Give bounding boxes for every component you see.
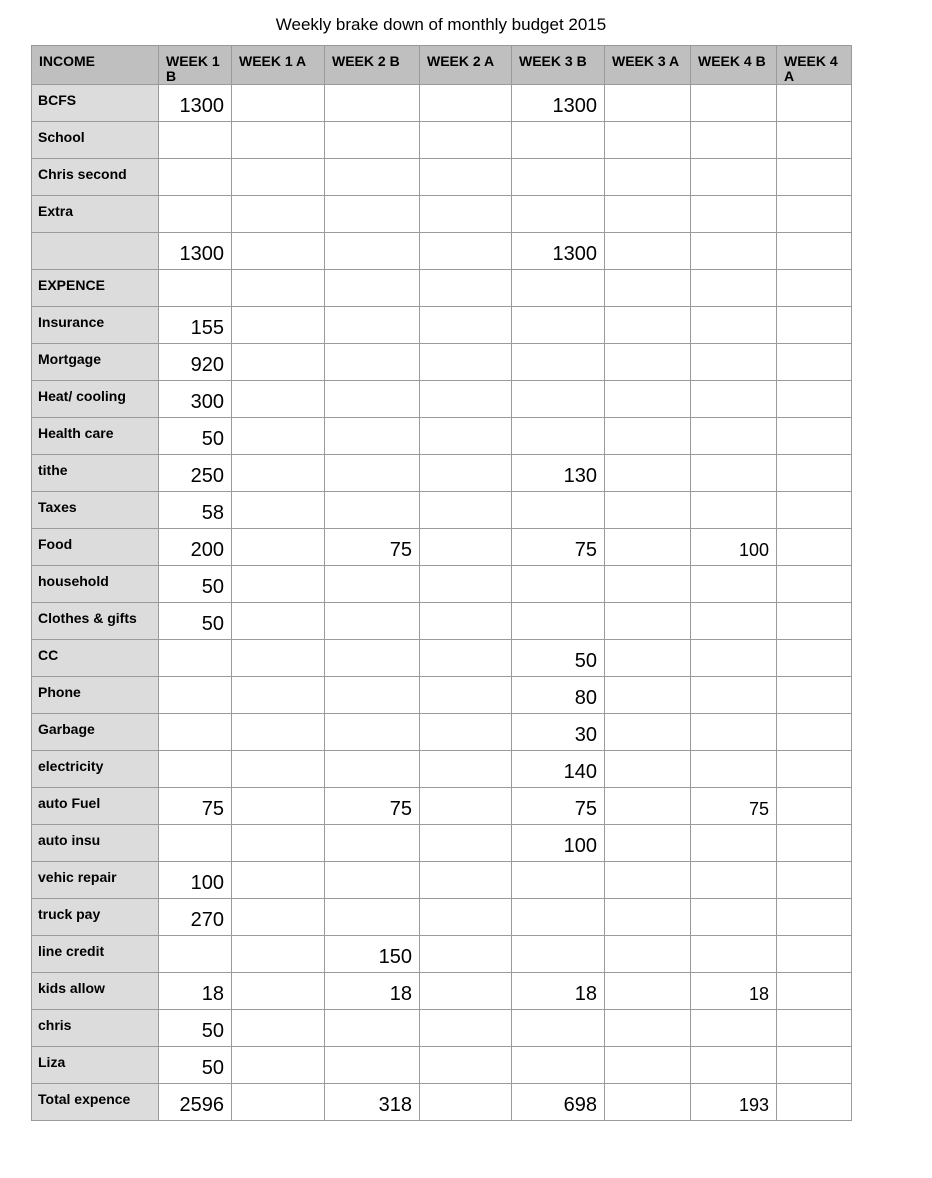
value-cell xyxy=(420,825,512,862)
value-cell xyxy=(232,899,325,936)
value-cell xyxy=(232,455,325,492)
value-cell xyxy=(605,418,691,455)
row-label: Taxes xyxy=(32,492,159,529)
value-cell xyxy=(420,122,512,159)
row-label: household xyxy=(32,566,159,603)
value-cell xyxy=(232,344,325,381)
value-cell xyxy=(605,751,691,788)
value-cell xyxy=(325,899,420,936)
value-cell xyxy=(512,418,605,455)
value-cell xyxy=(777,603,852,640)
value-cell xyxy=(159,122,232,159)
value-cell: 18 xyxy=(159,973,232,1010)
table-row xyxy=(32,270,852,307)
value-cell xyxy=(232,418,325,455)
value-cell xyxy=(159,159,232,196)
value-cell: 75 xyxy=(512,529,605,566)
value-cell xyxy=(325,344,420,381)
value-cell xyxy=(605,196,691,233)
value-cell xyxy=(691,233,777,270)
value-cell xyxy=(420,344,512,381)
row-label: truck pay xyxy=(32,899,159,936)
value-cell xyxy=(777,529,852,566)
table-row xyxy=(32,1047,852,1084)
value-cell xyxy=(777,1084,852,1121)
row-label: Food xyxy=(32,529,159,566)
value-cell xyxy=(605,344,691,381)
value-cell xyxy=(605,862,691,899)
value-cell xyxy=(420,270,512,307)
table-row xyxy=(32,899,852,936)
table-row xyxy=(32,825,852,862)
value-cell xyxy=(232,788,325,825)
table-row xyxy=(32,603,852,640)
value-cell xyxy=(605,1084,691,1121)
row-label xyxy=(32,233,159,270)
value-cell xyxy=(325,381,420,418)
column-header: WEEK 3 A xyxy=(605,46,691,85)
value-cell xyxy=(605,455,691,492)
value-cell xyxy=(512,344,605,381)
table-row xyxy=(32,936,852,973)
value-cell xyxy=(325,1010,420,1047)
row-label: BCFS xyxy=(32,85,159,122)
value-cell xyxy=(777,788,852,825)
value-cell xyxy=(232,677,325,714)
table-row xyxy=(32,381,852,418)
value-cell xyxy=(420,677,512,714)
row-label: Insurance xyxy=(32,307,159,344)
value-cell xyxy=(777,270,852,307)
value-cell xyxy=(325,862,420,899)
value-cell xyxy=(605,1047,691,1084)
value-cell xyxy=(159,714,232,751)
row-label: Clothes & gifts xyxy=(32,603,159,640)
row-label: auto insu xyxy=(32,825,159,862)
value-cell xyxy=(420,714,512,751)
value-cell: 50 xyxy=(159,418,232,455)
value-cell xyxy=(232,566,325,603)
value-cell xyxy=(691,1010,777,1047)
row-label: Garbage xyxy=(32,714,159,751)
value-cell xyxy=(777,899,852,936)
value-cell xyxy=(777,825,852,862)
value-cell: 1300 xyxy=(159,85,232,122)
value-cell xyxy=(420,159,512,196)
value-cell: 155 xyxy=(159,307,232,344)
value-cell: 75 xyxy=(325,529,420,566)
row-label: tithe xyxy=(32,455,159,492)
value-cell xyxy=(159,270,232,307)
value-cell xyxy=(512,492,605,529)
value-cell xyxy=(691,566,777,603)
value-cell: 18 xyxy=(325,973,420,1010)
table-row xyxy=(32,1084,852,1121)
value-cell xyxy=(777,381,852,418)
value-cell xyxy=(777,233,852,270)
column-header: WEEK 4 B xyxy=(691,46,777,85)
value-cell xyxy=(512,381,605,418)
value-cell xyxy=(512,196,605,233)
value-cell xyxy=(605,603,691,640)
column-header: WEEK 2 B xyxy=(325,46,420,85)
value-cell xyxy=(512,122,605,159)
row-label: Extra xyxy=(32,196,159,233)
value-cell xyxy=(777,122,852,159)
value-cell xyxy=(420,85,512,122)
table-row xyxy=(32,677,852,714)
table-row xyxy=(32,344,852,381)
table-row xyxy=(32,751,852,788)
value-cell xyxy=(420,529,512,566)
value-cell xyxy=(691,344,777,381)
value-cell xyxy=(420,1047,512,1084)
value-cell xyxy=(777,566,852,603)
value-cell xyxy=(420,936,512,973)
value-cell xyxy=(605,159,691,196)
row-label: chris xyxy=(32,1010,159,1047)
value-cell: 2596 xyxy=(159,1084,232,1121)
value-cell xyxy=(232,1084,325,1121)
value-cell xyxy=(325,677,420,714)
value-cell xyxy=(777,973,852,1010)
value-cell xyxy=(605,677,691,714)
table-row xyxy=(32,159,852,196)
value-cell xyxy=(777,492,852,529)
value-cell xyxy=(691,714,777,751)
value-cell xyxy=(512,566,605,603)
column-header: INCOME xyxy=(32,46,159,85)
value-cell xyxy=(777,418,852,455)
value-cell xyxy=(691,159,777,196)
column-header: WEEK 1 B xyxy=(159,46,232,85)
value-cell xyxy=(691,122,777,159)
value-cell xyxy=(777,159,852,196)
table-row xyxy=(32,973,852,1010)
value-cell xyxy=(325,603,420,640)
value-cell: 270 xyxy=(159,899,232,936)
value-cell xyxy=(420,862,512,899)
value-cell xyxy=(325,307,420,344)
value-cell xyxy=(325,196,420,233)
value-cell xyxy=(325,492,420,529)
value-cell xyxy=(691,196,777,233)
value-cell xyxy=(232,307,325,344)
value-cell xyxy=(691,677,777,714)
value-cell xyxy=(691,270,777,307)
value-cell xyxy=(777,1047,852,1084)
table-row xyxy=(32,418,852,455)
value-cell xyxy=(325,122,420,159)
value-cell xyxy=(691,640,777,677)
value-cell xyxy=(605,233,691,270)
value-cell xyxy=(691,1047,777,1084)
value-cell: 50 xyxy=(159,566,232,603)
value-cell xyxy=(159,196,232,233)
value-cell xyxy=(232,825,325,862)
value-cell xyxy=(512,603,605,640)
value-cell xyxy=(420,788,512,825)
value-cell xyxy=(232,936,325,973)
value-cell xyxy=(691,307,777,344)
value-cell xyxy=(777,862,852,899)
table-row xyxy=(32,862,852,899)
value-cell xyxy=(232,640,325,677)
value-cell: 150 xyxy=(325,936,420,973)
value-cell xyxy=(605,1010,691,1047)
value-cell xyxy=(420,1084,512,1121)
value-cell xyxy=(777,936,852,973)
value-cell xyxy=(512,1047,605,1084)
value-cell xyxy=(605,973,691,1010)
value-cell: 140 xyxy=(512,751,605,788)
value-cell xyxy=(325,640,420,677)
value-cell xyxy=(605,122,691,159)
value-cell xyxy=(232,159,325,196)
value-cell: 100 xyxy=(159,862,232,899)
value-cell: 75 xyxy=(691,788,777,825)
value-cell xyxy=(325,1047,420,1084)
row-label: line credit xyxy=(32,936,159,973)
value-cell xyxy=(325,85,420,122)
value-cell xyxy=(777,85,852,122)
value-cell xyxy=(159,751,232,788)
value-cell: 193 xyxy=(691,1084,777,1121)
value-cell xyxy=(691,492,777,529)
table-row xyxy=(32,307,852,344)
value-cell xyxy=(232,381,325,418)
value-cell: 50 xyxy=(159,1010,232,1047)
value-cell: 300 xyxy=(159,381,232,418)
value-cell xyxy=(777,751,852,788)
value-cell xyxy=(512,270,605,307)
row-label: Total expence xyxy=(32,1084,159,1121)
value-cell: 30 xyxy=(512,714,605,751)
table-row xyxy=(32,455,852,492)
value-cell xyxy=(232,862,325,899)
value-cell xyxy=(691,751,777,788)
table-row xyxy=(32,714,852,751)
value-cell xyxy=(232,973,325,1010)
value-cell xyxy=(420,1010,512,1047)
value-cell: 698 xyxy=(512,1084,605,1121)
value-cell xyxy=(325,270,420,307)
row-label: vehic repair xyxy=(32,862,159,899)
value-cell xyxy=(159,936,232,973)
value-cell xyxy=(232,714,325,751)
value-cell xyxy=(325,159,420,196)
value-cell xyxy=(420,566,512,603)
value-cell xyxy=(605,270,691,307)
budget-table xyxy=(31,45,852,1121)
value-cell xyxy=(159,825,232,862)
value-cell xyxy=(691,381,777,418)
value-cell xyxy=(232,603,325,640)
value-cell xyxy=(512,159,605,196)
row-label: Phone xyxy=(32,677,159,714)
value-cell xyxy=(420,492,512,529)
value-cell xyxy=(605,936,691,973)
value-cell xyxy=(691,899,777,936)
value-cell xyxy=(420,603,512,640)
value-cell xyxy=(232,1047,325,1084)
value-cell: 318 xyxy=(325,1084,420,1121)
row-label: kids allow xyxy=(32,973,159,1010)
value-cell xyxy=(605,640,691,677)
value-cell xyxy=(777,677,852,714)
column-header: WEEK 1 A xyxy=(232,46,325,85)
column-header: WEEK 2 A xyxy=(420,46,512,85)
row-label: School xyxy=(32,122,159,159)
row-label: CC xyxy=(32,640,159,677)
value-cell xyxy=(512,862,605,899)
value-cell xyxy=(232,233,325,270)
value-cell xyxy=(420,233,512,270)
value-cell xyxy=(691,85,777,122)
value-cell xyxy=(325,751,420,788)
table-row xyxy=(32,566,852,603)
value-cell xyxy=(325,233,420,270)
value-cell xyxy=(777,307,852,344)
value-cell xyxy=(325,714,420,751)
value-cell xyxy=(159,677,232,714)
value-cell: 1300 xyxy=(512,233,605,270)
value-cell xyxy=(420,751,512,788)
value-cell: 50 xyxy=(159,603,232,640)
value-cell xyxy=(777,1010,852,1047)
value-cell xyxy=(605,529,691,566)
value-cell xyxy=(232,122,325,159)
value-cell xyxy=(325,825,420,862)
value-cell: 100 xyxy=(691,529,777,566)
value-cell xyxy=(420,381,512,418)
header-row xyxy=(32,46,852,85)
value-cell: 58 xyxy=(159,492,232,529)
value-cell: 50 xyxy=(159,1047,232,1084)
value-cell xyxy=(605,899,691,936)
value-cell: 920 xyxy=(159,344,232,381)
value-cell: 1300 xyxy=(159,233,232,270)
value-cell xyxy=(512,1010,605,1047)
value-cell xyxy=(605,492,691,529)
value-cell: 18 xyxy=(691,973,777,1010)
document-title: Weekly brake down of monthly budget 2015 xyxy=(275,15,607,34)
row-label: auto Fuel xyxy=(32,788,159,825)
value-cell: 75 xyxy=(325,788,420,825)
value-cell xyxy=(325,455,420,492)
value-cell: 75 xyxy=(512,788,605,825)
value-cell xyxy=(512,936,605,973)
value-cell xyxy=(232,85,325,122)
value-cell: 130 xyxy=(512,455,605,492)
value-cell xyxy=(232,196,325,233)
row-label: Heat/ cooling xyxy=(32,381,159,418)
value-cell: 100 xyxy=(512,825,605,862)
table-row xyxy=(32,788,852,825)
value-cell xyxy=(232,751,325,788)
value-cell xyxy=(605,381,691,418)
table-row xyxy=(32,196,852,233)
table-row xyxy=(32,529,852,566)
column-header: WEEK 4 A xyxy=(777,46,852,85)
value-cell xyxy=(420,899,512,936)
value-cell xyxy=(420,640,512,677)
row-label: Liza xyxy=(32,1047,159,1084)
table-row xyxy=(32,640,852,677)
value-cell xyxy=(777,196,852,233)
value-cell xyxy=(232,1010,325,1047)
table-row xyxy=(32,122,852,159)
table-row xyxy=(32,492,852,529)
row-label: Chris second xyxy=(32,159,159,196)
value-cell: 75 xyxy=(159,788,232,825)
value-cell xyxy=(325,418,420,455)
value-cell xyxy=(512,899,605,936)
row-label: EXPENCE xyxy=(32,270,159,307)
value-cell xyxy=(691,825,777,862)
value-cell: 50 xyxy=(512,640,605,677)
value-cell: 200 xyxy=(159,529,232,566)
value-cell xyxy=(420,418,512,455)
value-cell xyxy=(691,936,777,973)
value-cell xyxy=(605,566,691,603)
value-cell xyxy=(777,455,852,492)
value-cell xyxy=(512,307,605,344)
row-label: electricity xyxy=(32,751,159,788)
value-cell xyxy=(420,307,512,344)
value-cell xyxy=(691,418,777,455)
value-cell xyxy=(777,344,852,381)
value-cell: 250 xyxy=(159,455,232,492)
value-cell xyxy=(777,714,852,751)
value-cell xyxy=(420,973,512,1010)
value-cell: 1300 xyxy=(512,85,605,122)
value-cell xyxy=(691,455,777,492)
value-cell xyxy=(691,862,777,899)
value-cell xyxy=(777,640,852,677)
value-cell xyxy=(605,788,691,825)
value-cell xyxy=(691,603,777,640)
table-row xyxy=(32,85,852,122)
value-cell xyxy=(605,85,691,122)
column-header: WEEK 3 B xyxy=(512,46,605,85)
value-cell xyxy=(232,270,325,307)
row-label: Mortgage xyxy=(32,344,159,381)
value-cell xyxy=(325,566,420,603)
table-row xyxy=(32,1010,852,1047)
value-cell xyxy=(159,640,232,677)
table-row xyxy=(32,233,852,270)
value-cell xyxy=(605,714,691,751)
value-cell xyxy=(420,455,512,492)
value-cell xyxy=(232,529,325,566)
value-cell xyxy=(232,492,325,529)
value-cell xyxy=(420,196,512,233)
value-cell: 80 xyxy=(512,677,605,714)
value-cell xyxy=(605,307,691,344)
row-label: Health care xyxy=(32,418,159,455)
value-cell xyxy=(605,825,691,862)
table-body xyxy=(32,85,852,1121)
value-cell: 18 xyxy=(512,973,605,1010)
